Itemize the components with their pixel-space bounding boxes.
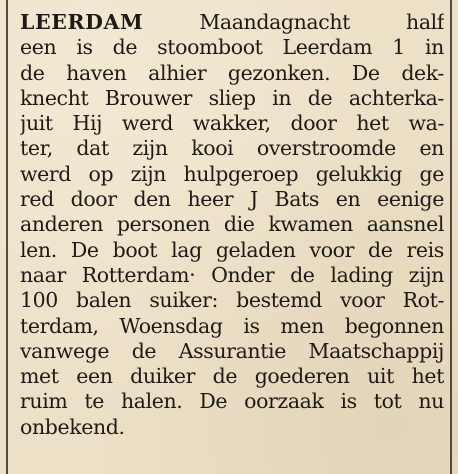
article-line — [20, 10, 444, 35]
article-line — [20, 263, 444, 288]
word: kwamen — [268, 212, 353, 237]
article-line — [20, 415, 444, 440]
article-line — [20, 162, 444, 187]
word: stoomboot — [157, 35, 263, 60]
word: suiker: — [149, 288, 219, 313]
word: Maatschappij — [308, 338, 444, 363]
word: de — [112, 35, 138, 60]
word: werd — [121, 111, 173, 136]
word: en — [335, 187, 361, 212]
word: in — [424, 35, 444, 60]
word: een — [76, 364, 113, 389]
word: anderen — [20, 212, 104, 237]
word: Bats — [274, 187, 319, 212]
word: achterka- — [348, 85, 444, 110]
word: goederen — [254, 364, 350, 389]
word: Onder — [211, 262, 275, 287]
word: op — [88, 161, 114, 186]
word: ruim — [20, 389, 68, 414]
article-line — [20, 389, 444, 414]
word: balen — [76, 288, 132, 313]
word: gezonken. — [227, 60, 331, 85]
word: werd — [20, 161, 72, 186]
word: overstroomde — [256, 136, 396, 161]
word: duiker — [130, 364, 195, 389]
word: onbekend. — [20, 414, 125, 439]
word: Woensdag — [119, 313, 223, 338]
word: dek- — [401, 60, 444, 85]
article-line — [20, 61, 444, 86]
word: voor — [340, 288, 385, 313]
word: bestemd — [236, 288, 323, 313]
word: terdam, — [20, 313, 99, 338]
word: zijn — [132, 136, 168, 161]
word: men — [280, 313, 324, 338]
word: wakker, — [192, 111, 271, 136]
word: tot — [373, 389, 402, 414]
word: alhier — [148, 60, 207, 85]
word: aansnel — [366, 212, 444, 237]
word: red — [20, 187, 54, 212]
word: De — [199, 389, 228, 414]
word: de — [290, 262, 315, 287]
word: is — [243, 313, 260, 338]
article-line — [20, 136, 444, 161]
word: halen. — [120, 389, 183, 414]
word: wa- — [408, 111, 444, 136]
word: J — [249, 187, 258, 212]
word: Leerdam — [282, 35, 373, 60]
word: eenige — [377, 187, 444, 212]
word: oorzaak — [244, 389, 324, 414]
word: half — [406, 10, 444, 34]
word: knecht — [20, 85, 89, 110]
article-line — [20, 35, 444, 60]
word: te — [84, 389, 104, 414]
word: lading — [330, 262, 393, 287]
word: 100 — [20, 288, 58, 313]
word: geladen — [215, 237, 296, 262]
article-line — [20, 111, 444, 136]
word: Hij — [72, 111, 103, 136]
left-column-rule — [6, 0, 8, 474]
right-column-rule — [450, 0, 452, 474]
word: een — [20, 35, 57, 60]
word: de — [307, 85, 333, 110]
word: voor — [309, 237, 354, 262]
word: Maandagnacht — [199, 10, 350, 34]
word: door — [290, 111, 337, 136]
word: gelukkig — [315, 161, 403, 186]
word: ge — [419, 161, 444, 186]
word: en — [419, 136, 444, 161]
word: reis — [406, 237, 444, 262]
word: kooi — [191, 136, 234, 161]
word: sliep — [208, 85, 256, 110]
article-line — [20, 238, 444, 263]
word: nu — [418, 389, 444, 414]
word: Assurantie — [178, 338, 286, 363]
word: haven — [66, 60, 127, 85]
word: het — [411, 364, 444, 389]
word: hulpgeroep — [183, 161, 299, 186]
article-line — [20, 314, 444, 339]
word: de — [20, 60, 45, 85]
word: het — [356, 111, 389, 136]
article-line — [20, 187, 444, 212]
word: ter, — [20, 136, 53, 161]
word: in — [272, 85, 292, 110]
word: begonnen — [344, 313, 444, 338]
word: die — [223, 212, 255, 237]
word: zijn — [130, 161, 166, 186]
article-line — [20, 288, 444, 313]
word: De — [70, 237, 99, 262]
word: is — [76, 35, 93, 60]
word: 1 — [392, 35, 405, 60]
word: De — [351, 60, 380, 85]
word: boot — [112, 237, 158, 262]
word: juit — [20, 111, 53, 136]
word: uit — [367, 364, 394, 389]
article-line — [20, 212, 444, 237]
word: personen — [116, 212, 211, 237]
news-article — [20, 10, 444, 440]
dateline: LEERDAM — [20, 10, 144, 34]
word: heer — [187, 187, 234, 212]
word: Rot- — [402, 288, 444, 313]
word: de — [368, 237, 393, 262]
word: met — [20, 364, 59, 389]
article-line — [20, 364, 444, 389]
word: de — [212, 364, 238, 389]
word: is — [340, 389, 357, 414]
word: Brouwer — [104, 85, 193, 110]
article-line — [20, 339, 444, 364]
word: lag — [171, 237, 202, 262]
word: naar — [20, 262, 66, 287]
word: len. — [20, 237, 57, 262]
word: vanwege — [20, 338, 110, 363]
word: Rotterdam· — [81, 262, 196, 287]
word: den — [133, 187, 171, 212]
article-line — [20, 86, 444, 111]
word: zijn — [408, 262, 444, 287]
word: dat — [76, 136, 109, 161]
word: de — [131, 338, 157, 363]
word: door — [70, 187, 117, 212]
